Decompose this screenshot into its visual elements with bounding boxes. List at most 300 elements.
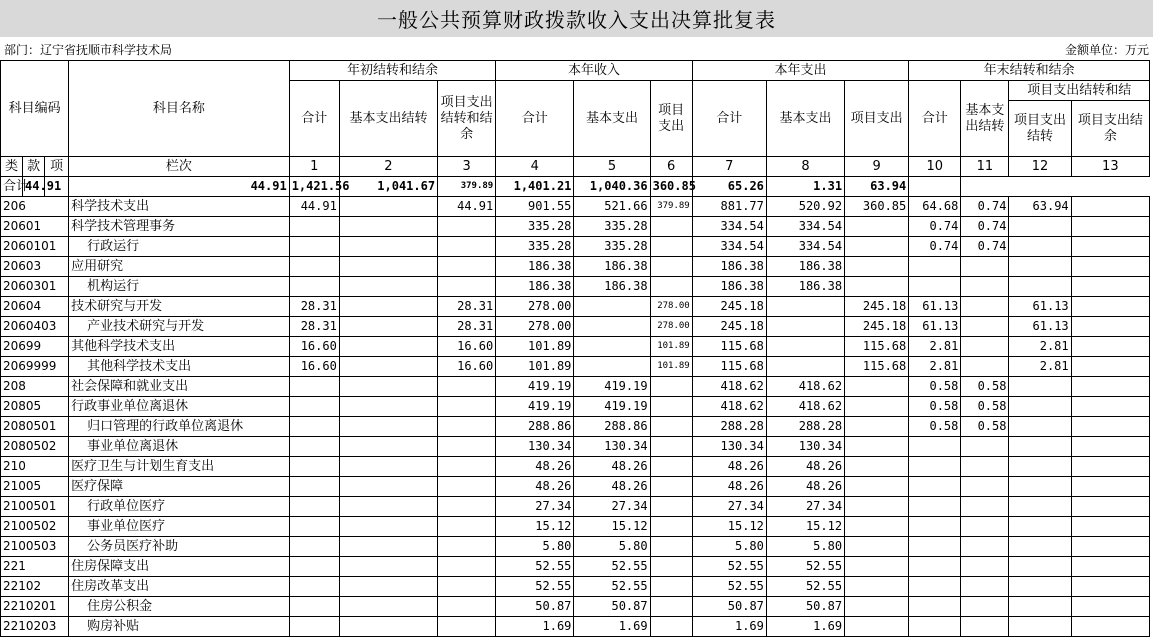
value-cell-9 — [845, 457, 909, 477]
value-cell-1 — [289, 477, 339, 497]
subject-code: 20604 — [1, 297, 69, 317]
value-cell-10: 2.81 — [909, 357, 961, 377]
meta-row — [0, 36, 1153, 60]
header-c5: 基本支出 — [574, 81, 650, 157]
value-cell-11: 0.58 — [961, 397, 1009, 417]
value-cell-1: 16.60 — [289, 337, 339, 357]
value-cell-13 — [1071, 337, 1149, 357]
subject-code: 221 — [1, 557, 69, 577]
header-lanci: 栏次 — [69, 157, 290, 177]
subject-name: 行政运行 — [69, 237, 290, 257]
value-cell-5: 5.80 — [574, 537, 650, 557]
value-cell-9: 360.85 — [845, 197, 909, 217]
value-cell-4: 1.69 — [496, 617, 574, 637]
value-cell-13 — [1071, 517, 1149, 537]
subject-name: 科学技术管理事务 — [69, 217, 290, 237]
value-cell-3 — [438, 597, 496, 617]
table-row — [1, 337, 1150, 357]
value-cell-9: 115.68 — [845, 337, 909, 357]
value-cell-10 — [909, 617, 961, 637]
value-cell-5 — [574, 317, 650, 337]
value-cell-7: 48.26 — [692, 477, 766, 497]
value-cell-4: 52.55 — [496, 557, 574, 577]
value-cell-6: 379.89 — [650, 197, 692, 217]
subject-code: 20601 — [1, 217, 69, 237]
value-cell-9 — [845, 417, 909, 437]
value-cell-3: 44.91 — [438, 197, 496, 217]
value-cell-6 — [650, 277, 692, 297]
value-cell-1 — [289, 617, 339, 637]
value-cell-11 — [961, 437, 1009, 457]
value-cell-3 — [438, 477, 496, 497]
value-cell-5: 130.34 — [574, 437, 650, 457]
subject-name: 医疗保障 — [69, 477, 290, 497]
value-cell-12 — [1009, 257, 1071, 277]
subject-name: 行政单位医疗 — [69, 497, 290, 517]
value-cell-7: 50.87 — [692, 597, 766, 617]
value-cell-7: 334.54 — [692, 217, 766, 237]
value-cell-13 — [1071, 577, 1149, 597]
value-cell-2 — [339, 457, 437, 477]
subject-code: 206 — [1, 197, 69, 217]
value-cell-3 — [438, 497, 496, 517]
subject-name: 行政事业单位离退休 — [69, 397, 290, 417]
value-cell-9 — [845, 257, 909, 277]
total-cell-13 — [909, 177, 961, 197]
table-row — [1, 517, 1150, 537]
header-group-closing: 年末结转和结余 — [909, 61, 1150, 81]
value-cell-5 — [574, 357, 650, 377]
value-cell-2 — [339, 577, 437, 597]
value-cell-10: 61.13 — [909, 297, 961, 317]
value-cell-7: 186.38 — [692, 257, 766, 277]
value-cell-12 — [1009, 557, 1071, 577]
header-c10: 合计 — [909, 81, 961, 157]
value-cell-10: 61.13 — [909, 317, 961, 337]
value-cell-6 — [650, 397, 692, 417]
total-label: 合计 — [1, 177, 23, 197]
subject-name: 科学技术支出 — [69, 197, 290, 217]
subject-code: 208 — [1, 377, 69, 397]
subject-code: 2100501 — [1, 497, 69, 517]
report-title-text: 一般公共预算财政拨款收入支出决算批复表 — [377, 7, 776, 32]
value-cell-3: 28.31 — [438, 297, 496, 317]
value-cell-7: 881.77 — [692, 197, 766, 217]
subject-code: 2210201 — [1, 597, 69, 617]
table-row — [1, 477, 1150, 497]
value-cell-9 — [845, 237, 909, 257]
value-cell-8: 418.62 — [766, 377, 844, 397]
total-cell-4: 1,421.56 — [289, 177, 339, 197]
value-cell-12: 61.13 — [1009, 297, 1071, 317]
value-cell-6 — [650, 477, 692, 497]
value-cell-8: 48.26 — [766, 457, 844, 477]
value-cell-12 — [1009, 597, 1071, 617]
value-cell-2 — [339, 377, 437, 397]
table-row — [1, 197, 1150, 217]
value-cell-5: 186.38 — [574, 277, 650, 297]
value-cell-12 — [1009, 477, 1071, 497]
value-cell-1 — [289, 537, 339, 557]
value-cell-4: 27.34 — [496, 497, 574, 517]
value-cell-13 — [1071, 457, 1149, 477]
subject-code: 2080501 — [1, 417, 69, 437]
value-cell-12: 2.81 — [1009, 357, 1071, 377]
table-row — [1, 357, 1150, 377]
table-row — [1, 257, 1150, 277]
value-cell-5: 15.12 — [574, 517, 650, 537]
value-cell-1: 28.31 — [289, 297, 339, 317]
value-cell-2 — [339, 297, 437, 317]
value-cell-10: 0.74 — [909, 217, 961, 237]
value-cell-2 — [339, 417, 437, 437]
value-cell-4: 186.38 — [496, 257, 574, 277]
value-cell-8: 48.26 — [766, 477, 844, 497]
value-cell-1 — [289, 377, 339, 397]
value-cell-12 — [1009, 417, 1071, 437]
subject-code: 2100503 — [1, 537, 69, 557]
table-row — [1, 277, 1150, 297]
value-cell-7: 115.68 — [692, 337, 766, 357]
value-cell-1 — [289, 237, 339, 257]
value-cell-12 — [1009, 237, 1071, 257]
subject-code: 2210203 — [1, 617, 69, 637]
value-cell-5: 419.19 — [574, 397, 650, 417]
value-cell-8 — [766, 357, 844, 377]
value-cell-7: 48.26 — [692, 457, 766, 477]
value-cell-12 — [1009, 397, 1071, 417]
value-cell-7: 52.55 — [692, 577, 766, 597]
value-cell-11: 0.74 — [961, 217, 1009, 237]
value-cell-4: 419.19 — [496, 397, 574, 417]
value-cell-5: 419.19 — [574, 377, 650, 397]
value-cell-11 — [961, 277, 1009, 297]
value-cell-12 — [1009, 377, 1071, 397]
value-cell-2 — [339, 317, 437, 337]
value-cell-13 — [1071, 597, 1149, 617]
value-cell-11 — [961, 557, 1009, 577]
value-cell-9 — [845, 397, 909, 417]
subject-name: 住房公积金 — [69, 597, 290, 617]
value-cell-8: 5.80 — [766, 537, 844, 557]
table-row — [1, 577, 1150, 597]
value-cell-8 — [766, 317, 844, 337]
value-cell-1 — [289, 577, 339, 597]
subject-name: 机构运行 — [69, 277, 290, 297]
value-cell-11 — [961, 517, 1009, 537]
value-cell-13 — [1071, 477, 1149, 497]
value-cell-5: 52.55 — [574, 577, 650, 597]
value-cell-11 — [961, 597, 1009, 617]
value-cell-4: 419.19 — [496, 377, 574, 397]
value-cell-2 — [339, 197, 437, 217]
value-cell-13 — [1071, 257, 1149, 277]
value-cell-3 — [438, 517, 496, 537]
value-cell-5: 335.28 — [574, 217, 650, 237]
table-row — [1, 597, 1150, 617]
value-cell-12 — [1009, 617, 1071, 637]
value-cell-11 — [961, 617, 1009, 637]
value-cell-7: 15.12 — [692, 517, 766, 537]
subject-code: 20699 — [1, 337, 69, 357]
subject-code: 22102 — [1, 577, 69, 597]
value-cell-5: 27.34 — [574, 497, 650, 517]
subject-code: 21005 — [1, 477, 69, 497]
total-cell-7: 1,401.21 — [496, 177, 574, 197]
value-cell-11 — [961, 337, 1009, 357]
value-cell-5: 288.86 — [574, 417, 650, 437]
column-number-1: 1 — [289, 157, 339, 177]
value-cell-5: 521.66 — [574, 197, 650, 217]
column-number-10: 10 — [909, 157, 961, 177]
value-cell-4: 335.28 — [496, 237, 574, 257]
value-cell-8: 15.12 — [766, 517, 844, 537]
value-cell-3 — [438, 397, 496, 417]
value-cell-3 — [438, 277, 496, 297]
value-cell-5: 50.87 — [574, 597, 650, 617]
value-cell-12: 61.13 — [1009, 317, 1071, 337]
subject-name: 事业单位离退休 — [69, 437, 290, 457]
column-number-2: 2 — [339, 157, 437, 177]
value-cell-10: 0.58 — [909, 417, 961, 437]
table-row — [1, 297, 1150, 317]
header-c11: 基本支出结转 — [961, 81, 1009, 157]
value-cell-2 — [339, 397, 437, 417]
value-cell-10: 64.68 — [909, 197, 961, 217]
column-number-11: 11 — [961, 157, 1009, 177]
value-cell-13 — [1071, 537, 1149, 557]
value-cell-1 — [289, 397, 339, 417]
header-c13: 项目支出结余 — [1071, 101, 1149, 157]
header-group-expense: 本年支出 — [692, 61, 909, 81]
total-cell-5: 1,041.67 — [339, 177, 437, 197]
value-cell-10: 2.81 — [909, 337, 961, 357]
table-row — [1, 217, 1150, 237]
header-c8: 基本支出 — [766, 81, 844, 157]
value-cell-4: 50.87 — [496, 597, 574, 617]
value-cell-6: 278.00 — [650, 297, 692, 317]
value-cell-10: 0.58 — [909, 397, 961, 417]
header-kuan: 款 — [23, 157, 45, 177]
value-cell-9 — [845, 477, 909, 497]
value-cell-8 — [766, 337, 844, 357]
table-row — [1, 497, 1150, 517]
value-cell-9 — [845, 377, 909, 397]
value-cell-9 — [845, 497, 909, 517]
value-cell-3 — [438, 537, 496, 557]
value-cell-11: 0.74 — [961, 197, 1009, 217]
value-cell-12 — [1009, 437, 1071, 457]
value-cell-4: 335.28 — [496, 217, 574, 237]
subject-code: 210 — [1, 457, 69, 477]
total-cell-1: 44.91 — [23, 177, 45, 197]
value-cell-8: 130.34 — [766, 437, 844, 457]
value-cell-12 — [1009, 577, 1071, 597]
value-cell-3 — [438, 617, 496, 637]
header-group-income: 本年收入 — [496, 61, 692, 81]
value-cell-7: 334.54 — [692, 237, 766, 257]
value-cell-11 — [961, 537, 1009, 557]
value-cell-2 — [339, 357, 437, 377]
subject-name: 归口管理的行政单位离退休 — [69, 417, 290, 437]
value-cell-4: 278.00 — [496, 317, 574, 337]
value-cell-3 — [438, 217, 496, 237]
total-cell-11: 1.31 — [766, 177, 844, 197]
value-cell-3 — [438, 457, 496, 477]
subject-name: 社会保障和就业支出 — [69, 377, 290, 397]
column-number-8: 8 — [766, 157, 844, 177]
value-cell-9 — [845, 557, 909, 577]
value-cell-13 — [1071, 217, 1149, 237]
value-cell-11 — [961, 257, 1009, 277]
value-cell-1: 16.60 — [289, 357, 339, 377]
value-cell-7: 52.55 — [692, 557, 766, 577]
subject-name: 住房保障支出 — [69, 557, 290, 577]
value-cell-7: 245.18 — [692, 297, 766, 317]
value-cell-3: 16.60 — [438, 337, 496, 357]
value-cell-11 — [961, 477, 1009, 497]
value-cell-13 — [1071, 437, 1149, 457]
value-cell-1 — [289, 277, 339, 297]
value-cell-8: 52.55 — [766, 557, 844, 577]
value-cell-6 — [650, 457, 692, 477]
value-cell-4: 48.26 — [496, 477, 574, 497]
value-cell-10 — [909, 597, 961, 617]
value-cell-11: 0.58 — [961, 377, 1009, 397]
value-cell-6 — [650, 497, 692, 517]
value-cell-6 — [650, 417, 692, 437]
value-cell-11 — [961, 297, 1009, 317]
value-cell-9 — [845, 217, 909, 237]
value-cell-13 — [1071, 317, 1149, 337]
total-cell-3: 44.91 — [69, 177, 290, 197]
subject-name: 产业技术研究与开发 — [69, 317, 290, 337]
value-cell-8: 1.69 — [766, 617, 844, 637]
total-cell-6: 379.89 — [438, 177, 496, 197]
total-cell-9: 360.85 — [650, 177, 692, 197]
value-cell-6 — [650, 437, 692, 457]
column-number-9: 9 — [845, 157, 909, 177]
value-cell-6 — [650, 597, 692, 617]
column-number-6: 6 — [650, 157, 692, 177]
subject-code: 2060301 — [1, 277, 69, 297]
subject-name: 公务员医疗补助 — [69, 537, 290, 557]
value-cell-7: 130.34 — [692, 437, 766, 457]
value-cell-12 — [1009, 277, 1071, 297]
value-cell-11 — [961, 497, 1009, 517]
value-cell-10 — [909, 557, 961, 577]
header-c12: 项目支出结转 — [1009, 101, 1071, 157]
header-lei: 类 — [1, 157, 23, 177]
value-cell-4: 288.86 — [496, 417, 574, 437]
value-cell-3 — [438, 557, 496, 577]
value-cell-2 — [339, 337, 437, 357]
value-cell-4: 186.38 — [496, 277, 574, 297]
value-cell-13 — [1071, 617, 1149, 637]
value-cell-9: 245.18 — [845, 317, 909, 337]
value-cell-13 — [1071, 417, 1149, 437]
column-number-3: 3 — [438, 157, 496, 177]
subject-code: 20603 — [1, 257, 69, 277]
value-cell-13 — [1071, 497, 1149, 517]
header-group-opening: 年初结转和结余 — [289, 61, 496, 81]
value-cell-1 — [289, 437, 339, 457]
report-title — [0, 0, 1153, 36]
value-cell-2 — [339, 237, 437, 257]
value-cell-1: 44.91 — [289, 197, 339, 217]
value-cell-7: 245.18 — [692, 317, 766, 337]
value-cell-4: 278.00 — [496, 297, 574, 317]
value-cell-8: 520.92 — [766, 197, 844, 217]
header-c3: 项目支出结转和结余 — [438, 81, 496, 157]
header-code: 科目编码 — [1, 61, 69, 157]
value-cell-2 — [339, 217, 437, 237]
value-cell-3 — [438, 257, 496, 277]
value-cell-6 — [650, 617, 692, 637]
value-cell-8: 27.34 — [766, 497, 844, 517]
value-cell-10 — [909, 277, 961, 297]
value-cell-5 — [574, 337, 650, 357]
unit-label: 金额单位：万元 — [1064, 43, 1149, 57]
value-cell-6 — [650, 577, 692, 597]
value-cell-6 — [650, 257, 692, 277]
value-cell-13 — [1071, 397, 1149, 417]
value-cell-7: 27.34 — [692, 497, 766, 517]
subject-name: 事业单位医疗 — [69, 517, 290, 537]
total-row — [1, 177, 1150, 197]
value-cell-13 — [1071, 377, 1149, 397]
value-cell-10 — [909, 577, 961, 597]
value-cell-6 — [650, 217, 692, 237]
value-cell-2 — [339, 477, 437, 497]
value-cell-13 — [1071, 277, 1149, 297]
header-c6: 项目支出 — [650, 81, 692, 157]
value-cell-3: 28.31 — [438, 317, 496, 337]
value-cell-11: 0.58 — [961, 417, 1009, 437]
total-cell-10: 65.26 — [692, 177, 766, 197]
column-number-4: 4 — [496, 157, 574, 177]
value-cell-10 — [909, 537, 961, 557]
subject-name: 其他科学技术支出 — [69, 357, 290, 377]
subject-code: 2069999 — [1, 357, 69, 377]
total-cell-8: 1,040.36 — [574, 177, 650, 197]
subject-name: 其他科学技术支出 — [69, 337, 290, 357]
value-cell-11: 0.74 — [961, 237, 1009, 257]
value-cell-7: 186.38 — [692, 277, 766, 297]
subject-name: 技术研究与开发 — [69, 297, 290, 317]
value-cell-1 — [289, 257, 339, 277]
table-row — [1, 417, 1150, 437]
value-cell-13 — [1071, 297, 1149, 317]
value-cell-4: 52.55 — [496, 577, 574, 597]
value-cell-11 — [961, 357, 1009, 377]
value-cell-6 — [650, 557, 692, 577]
value-cell-9 — [845, 437, 909, 457]
value-cell-4: 101.89 — [496, 357, 574, 377]
value-cell-6: 101.89 — [650, 337, 692, 357]
value-cell-9 — [845, 277, 909, 297]
value-cell-9 — [845, 577, 909, 597]
column-number-7: 7 — [692, 157, 766, 177]
value-cell-5: 52.55 — [574, 557, 650, 577]
value-cell-3 — [438, 577, 496, 597]
value-cell-3 — [438, 437, 496, 457]
value-cell-13 — [1071, 197, 1149, 217]
value-cell-8: 186.38 — [766, 277, 844, 297]
subject-name: 住房改革支出 — [69, 577, 290, 597]
header-c7: 合计 — [692, 81, 766, 157]
value-cell-1 — [289, 417, 339, 437]
